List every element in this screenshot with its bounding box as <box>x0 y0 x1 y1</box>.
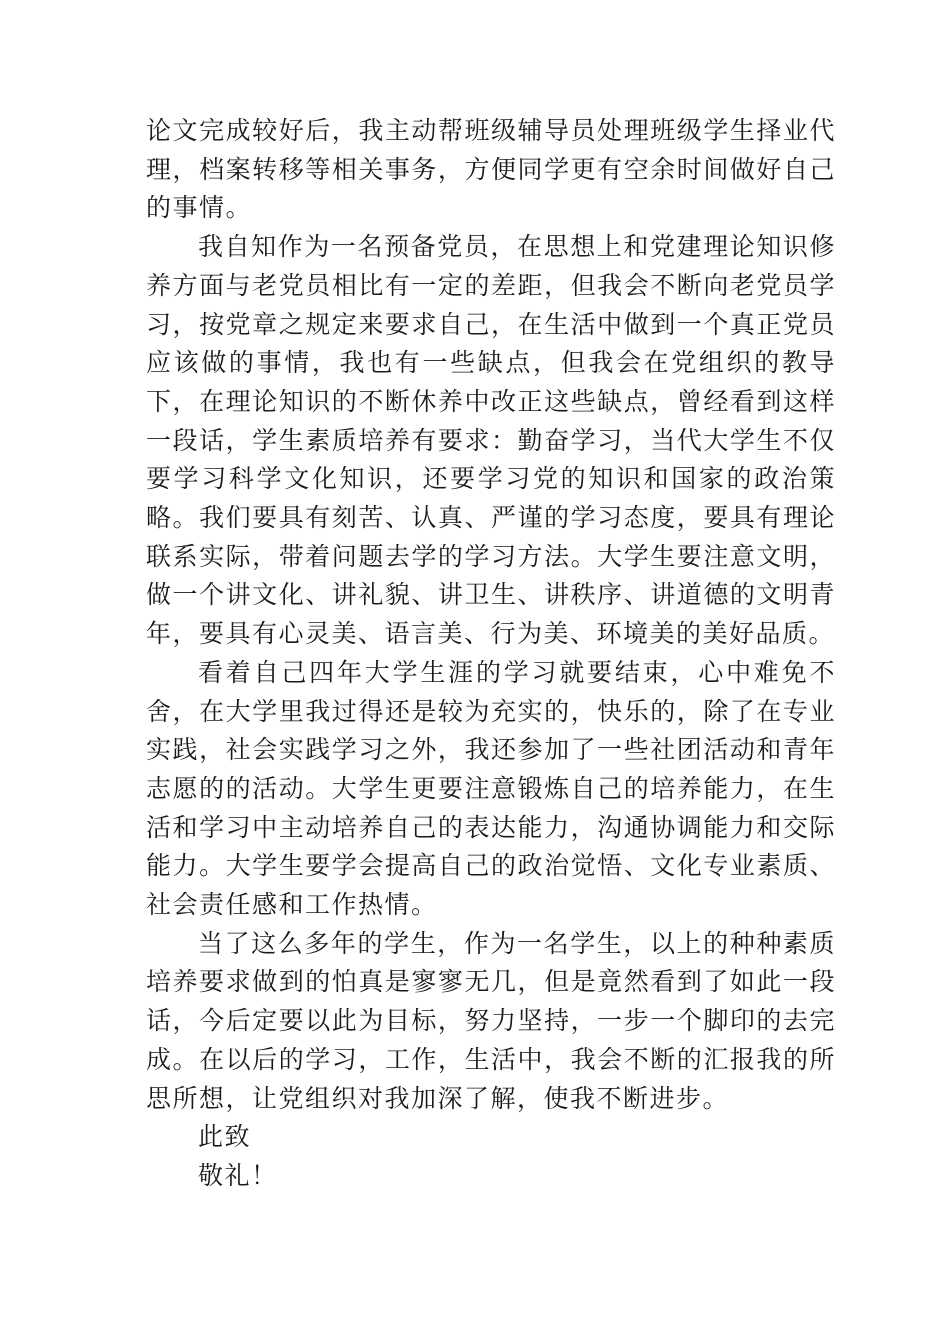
document-body <box>146 112 836 1196</box>
paragraph-1: 论文完成较好后，我主动帮班级辅导员处理班级学生择业代理，档案转移等相关事务，方便同学更有空余时间做好自己的事情。 <box>146 116 836 223</box>
paragraph-4: 当了这么多年的学生，作为一名学生，以上的种种素质培养要求做到的怕真是寥寥无几，但是竟然看到了如此一段话，今后定要以此为目标，努力坚持，一步一个脚印的去完成。在以后的学习，工作，生活中，我会不断的汇报我的所思所想，让党组织对我加深了解，使我不断进步。 <box>146 928 836 1113</box>
paragraph-3: 看着自己四年大学生涯的学习就要结束，心中难免不舍，在大学里我过得还是较为充实的，快乐的，除了在专业实践，社会实践学习之外，我还参加了一些社团活动和青年志愿的的活动。大学生更要注意锻炼自己的培养能力，在生活和学习中主动培养自己的表达能力，沟通协调能力和交际能力。大学生要学会提高自己的政治觉悟、文化专业素质、社会责任感和工作热情。 <box>146 657 836 920</box>
paragraph-2: 我自知作为一名预备党员，在思想上和党建理论知识修养方面与老党员相比有一定的差距，但我会不断向老党员学习，按党章之规定来要求自己，在生活中做到一个真正党员应该做的事情，我也有一些缺点，但我会在党组织的教导下，在理论知识的不断休养中改正这些缺点，曾经看到这样一段话，学生素质培养有要求：勤奋学习，当代大学生不仅要学习科学文化知识，还要学习党的知识和国家的政治策略。我们要具有刻苦、认真、严谨的学习态度，要具有理论联系实际，带着问题去学的学习方法。大学生要注意文明，做一个讲文化、讲礼貌、讲卫生、讲秩序、讲道德的文明青年，要具有心灵美、语言美、行为美、环境美的美好品质。 <box>146 232 836 649</box>
closing-salutation: 此致 <box>198 1122 252 1152</box>
closing-regards: 敬礼！ <box>198 1160 278 1190</box>
